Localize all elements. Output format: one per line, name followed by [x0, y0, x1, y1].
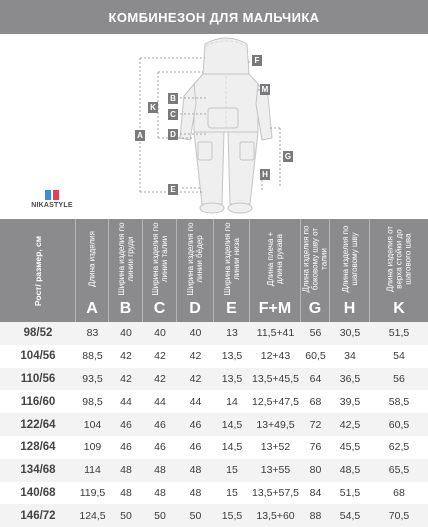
- header-label: Ширина изделия по линии бёдер: [186, 222, 204, 296]
- cell-g: 88: [309, 509, 322, 522]
- header-label: Длина изделия по шаговому шву: [340, 225, 359, 293]
- cell-a: 109: [83, 441, 102, 454]
- row-size: 146/72: [20, 509, 56, 522]
- header-label: Длина изделия: [87, 231, 97, 287]
- brand-mark-icon: [45, 190, 59, 200]
- figure-letter-a: A: [137, 131, 143, 140]
- header-col-k: [370, 219, 428, 322]
- cell-fm: 13,5+60: [256, 509, 295, 522]
- cell-fm: 12,5+47,5: [251, 395, 299, 408]
- cell-b: 50: [120, 509, 132, 522]
- header-col-b: [109, 219, 143, 322]
- header-col-d: [177, 219, 214, 322]
- cell-c: 46: [154, 418, 166, 431]
- cell-d: 50: [189, 509, 202, 522]
- header-letter: C: [153, 300, 166, 317]
- cell-k: 68: [393, 486, 405, 499]
- title-bar: [0, 0, 428, 34]
- cell-h: 34: [344, 350, 356, 363]
- table-row: [0, 368, 428, 391]
- row-size: 98/52: [23, 327, 53, 340]
- cell-k: 60,5: [388, 418, 410, 431]
- cell-b: 42: [120, 350, 132, 363]
- cell-h: 30,5: [339, 327, 361, 340]
- header-col-a: [76, 219, 109, 322]
- cell-e: 13,5: [221, 372, 243, 385]
- table-row: [0, 413, 428, 436]
- cell-c: 46: [154, 441, 166, 454]
- cell-g: 72: [309, 418, 322, 431]
- cell-fm: 11,5+41: [256, 327, 295, 340]
- row-size: 134/68: [20, 464, 56, 477]
- cell-k: 70,5: [388, 509, 410, 522]
- header-label: Ширина изделия по линии низа: [222, 222, 241, 296]
- brand-name: NIKASTYLE: [31, 202, 73, 209]
- cell-c: 44: [154, 395, 166, 408]
- cell-d: 46: [189, 441, 202, 454]
- header-letter: D: [189, 300, 201, 317]
- table-row: [0, 322, 428, 345]
- cell-a: 119,5: [79, 486, 106, 499]
- figure-letter-e: E: [170, 185, 176, 194]
- cell-g: 84: [309, 486, 322, 499]
- figure-letter-k: K: [150, 103, 156, 112]
- cell-a: 104: [83, 418, 102, 431]
- size-table: [0, 219, 428, 527]
- cell-fm: 12+43: [260, 350, 291, 363]
- cell-a: 93,5: [82, 372, 103, 385]
- cell-e: 14: [226, 395, 238, 408]
- table-row: [0, 459, 428, 482]
- figure-letter-h: H: [262, 170, 268, 179]
- figure-letter-m: M: [261, 85, 269, 94]
- cell-e: 15,5: [221, 509, 243, 522]
- header-col-e: [214, 219, 250, 322]
- cell-a: 98,5: [82, 395, 103, 408]
- cell-b: 48: [120, 464, 132, 477]
- cell-e: 15: [226, 486, 238, 499]
- cell-h: 45,5: [339, 441, 361, 454]
- figure-letter-g: G: [284, 152, 292, 161]
- cell-g: 76: [309, 441, 322, 454]
- cell-b: 46: [120, 418, 132, 431]
- header-letter: E: [226, 300, 237, 317]
- row-size: 110/56: [20, 372, 56, 385]
- cell-h: 51,5: [339, 486, 361, 499]
- header-letter: F+M: [258, 300, 292, 317]
- size-header-label: Рост/ размер, см: [32, 235, 43, 307]
- cell-g: 64: [309, 372, 322, 385]
- table-header: [0, 219, 428, 322]
- cell-fm: 13+49,5: [256, 418, 295, 431]
- cell-c: 40: [154, 327, 166, 340]
- cell-h: 42,5: [339, 418, 361, 431]
- cell-e: 14,5: [221, 441, 243, 454]
- cell-c: 42: [154, 372, 166, 385]
- header-label: Ширина изделия по линии талии: [150, 222, 169, 296]
- header-col-h: [330, 219, 370, 322]
- cell-a: 124,5: [79, 509, 106, 522]
- header-label: Длина изделия от верха стойки до шагового шва: [385, 225, 413, 293]
- cell-k: 56: [393, 372, 405, 385]
- cell-h: 36,5: [339, 372, 361, 385]
- row-size: 122/64: [20, 418, 56, 431]
- cell-e: 15: [226, 464, 238, 477]
- header-letter: B: [119, 300, 132, 317]
- cell-h: 48,5: [339, 464, 361, 477]
- header-col-fm: [250, 219, 301, 322]
- header-letter: K: [393, 300, 405, 317]
- cell-c: 42: [154, 350, 166, 363]
- cell-e: 13,5: [221, 350, 243, 363]
- cell-c: 48: [154, 486, 166, 499]
- cell-fm: 13+55: [260, 464, 291, 477]
- cell-fm: 13+52: [260, 441, 291, 454]
- table-row: [0, 482, 428, 505]
- figure-letter-b: B: [170, 94, 176, 103]
- cell-e: 14,5: [221, 418, 243, 431]
- header-letter: G: [308, 300, 322, 317]
- header-label: Длина плеча + длина рукава: [266, 231, 284, 287]
- cell-k: 65,5: [388, 464, 410, 477]
- cell-b: 40: [120, 327, 132, 340]
- row-size: 104/56: [20, 350, 56, 363]
- cell-h: 39,5: [339, 395, 361, 408]
- row-size: 128/64: [20, 441, 56, 454]
- cell-d: 46: [189, 418, 202, 431]
- cell-a: 88,5: [82, 350, 103, 363]
- cell-b: 46: [120, 441, 132, 454]
- header-label: Ширина изделия по линии груди: [116, 222, 135, 296]
- cell-e: 13: [226, 327, 238, 340]
- cell-d: 44: [189, 395, 202, 408]
- cell-h: 54,5: [339, 509, 361, 522]
- figure-letter-c: C: [170, 110, 176, 119]
- table-row: [0, 390, 428, 413]
- figure-letter-f: F: [254, 56, 260, 65]
- cell-g: 60,5: [305, 350, 326, 363]
- table-row: [0, 504, 428, 527]
- cell-a: 114: [84, 464, 101, 477]
- header-col-g: [301, 219, 330, 322]
- cell-g: 80: [309, 464, 322, 477]
- brand-logo: [22, 190, 82, 209]
- cell-b: 48: [120, 486, 132, 499]
- cell-d: 42: [189, 350, 202, 363]
- cell-g: 56: [309, 327, 322, 340]
- cell-d: 42: [189, 372, 202, 385]
- header-label: Длина изделия по боковому шву от талии: [301, 225, 329, 293]
- table-body: [0, 322, 428, 527]
- table-row: [0, 436, 428, 459]
- row-size: 140/68: [20, 486, 56, 499]
- cell-fm: 13,5+57,5: [251, 486, 299, 499]
- cell-d: 48: [189, 486, 202, 499]
- row-size: 116/60: [20, 395, 56, 408]
- cell-b: 42: [120, 372, 132, 385]
- cell-g: 68: [309, 395, 322, 408]
- cell-k: 58,5: [388, 395, 410, 408]
- header-letter: A: [86, 300, 98, 317]
- header-size: [0, 219, 76, 322]
- header-col-c: [143, 219, 177, 322]
- cell-a: 83: [86, 327, 99, 340]
- cell-k: 51,5: [388, 327, 410, 340]
- cell-k: 62,5: [388, 441, 410, 454]
- cell-fm: 13,5+45,5: [251, 372, 299, 385]
- cell-c: 50: [154, 509, 166, 522]
- cell-c: 48: [154, 464, 166, 477]
- page-title: КОМБИНЕЗОН ДЛЯ МАЛЬЧИКА: [108, 9, 320, 25]
- cell-d: 40: [189, 327, 202, 340]
- table-row: [0, 345, 428, 368]
- cell-d: 48: [189, 464, 202, 477]
- header-letter: H: [343, 300, 356, 317]
- cell-b: 44: [120, 395, 132, 408]
- figure-letter-d: D: [170, 130, 176, 139]
- cell-k: 54: [393, 350, 405, 363]
